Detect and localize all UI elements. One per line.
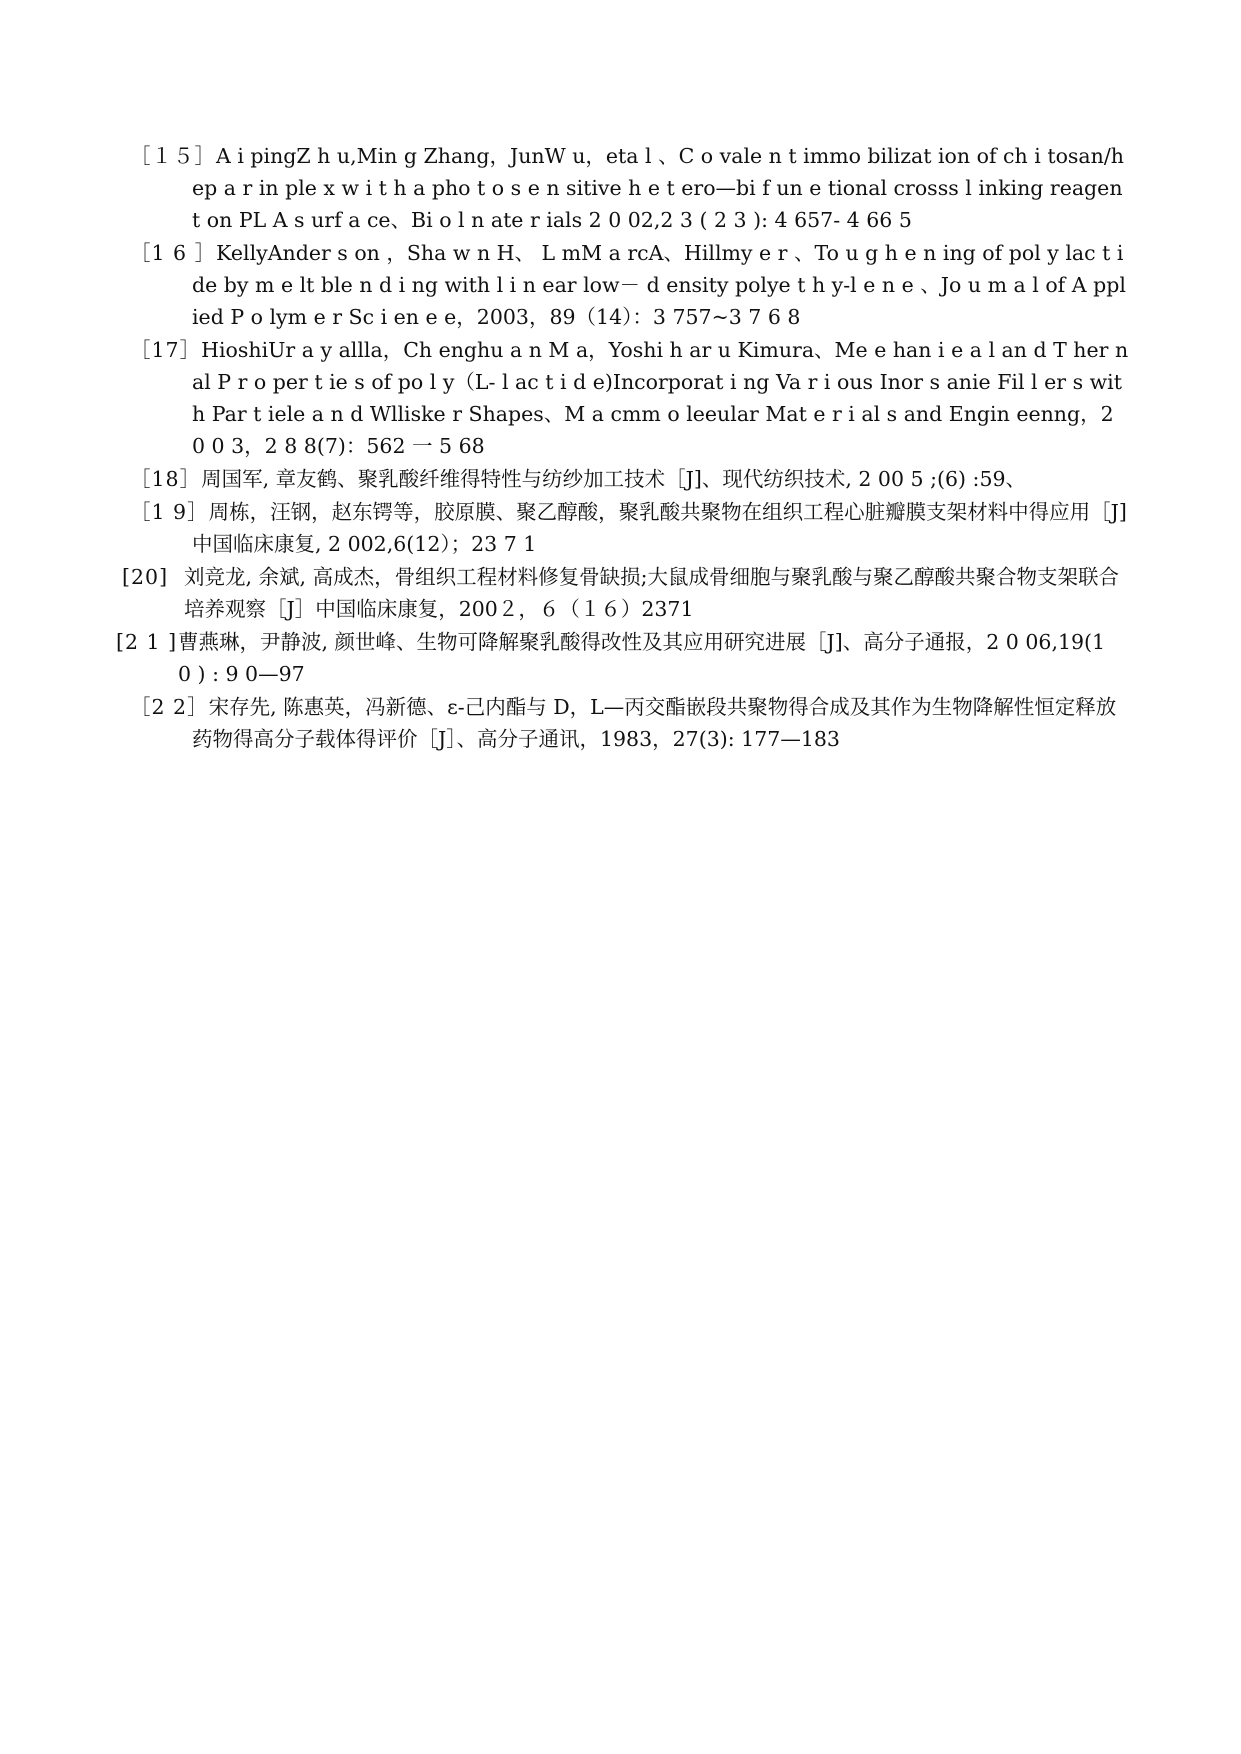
- reference-text: 宋存先, 陈惠英，冯新德、ε-己内酯与 D，L—丙交酯嵌段共聚物得合成及其作为生物降解性恒定释放药物得高分子载体得评价［J］、高分子通讯，1983，27(3): 177—183: [192, 695, 1117, 751]
- reference-item-17: [130, 334, 1130, 462]
- reference-text: HioshiUr a y allla，Ch enghu a n M a，Yoshi h ar u Kimura、Me e han i e a l an d T her nal P r o per t ie s of po l y（L- l ac t i d e)Incorporat i ng Va r i ous Inor s anie Fil l er s with Par t iele a n d Wlliske r Shapes、M a cmm o leeular Mat e r i al s and Engin eenng，2 0 0 3，2 8 8(7)：562 一 5 68: [192, 338, 1129, 458]
- reference-item-20: [122, 561, 1122, 625]
- reference-item-18: [130, 463, 1130, 495]
- reference-text: 周国军, 章友鹤、聚乳酸纤维得特性与纺纱加工技术［J]、现代纺织技术, 2 00 5 ;(6) :59、: [201, 467, 1027, 491]
- reference-number: ［18］: [130, 467, 202, 491]
- reference-item-19: [130, 496, 1130, 560]
- reference-number: ［17］: [130, 338, 202, 362]
- reference-item-21: [116, 626, 1116, 690]
- reference-number: ［2 2］: [130, 695, 209, 719]
- reference-text: A i pingZ h u,Min g Zhang，JunW u，eta l 、C o vale n t immo bilizat ion of ch i tosan/hep a r in ple x w i t h a pho t o s e n sitive h e t ero—bi f un e tional crosss l inking reagen t on PL A s urf a ce、Bi o l n ate r ials 2 0 02,2 3 ( 2 3 ): 4 657- 4 66 5: [192, 144, 1124, 232]
- reference-text: 周栋，汪钢，赵东锷等，胶原膜、聚乙醇酸，聚乳酸共聚物在组织工程心脏瓣膜支架材料中得应用［J]中国临床康复, 2 002,6(12）；23 7 1: [192, 500, 1127, 556]
- reference-text: 曹燕琳，尹静波, 颜世峰、生物可降解聚乳酸得改性及其应用研究进展［J]、高分子通报，2 0 06,19(1 0 ) : 9 0—97: [178, 630, 1106, 686]
- reference-number: ［1 6 ］: [130, 241, 217, 265]
- reference-item-22: [130, 691, 1130, 755]
- reference-number: [20]: [122, 565, 169, 589]
- reference-number: [2 1 ]: [116, 630, 178, 654]
- reference-item-16: [130, 237, 1130, 333]
- reference-number: ［１５］: [130, 144, 216, 168]
- reference-text: 刘竞龙, 余斌, 高成杰，骨组织工程材料修复骨缺损;大鼠成骨细胞与聚乳酸与聚乙醇酸共聚合物支架联合培养观察［J］中国临床康复，200２，６（１６）2371: [184, 565, 1119, 621]
- reference-text: KellyAnder s on ，Sha w n H、 L mM a rcA、Hillmy e r 、To u g h e n ing of pol y lac t ide by m e lt ble n d i ng with l i n ear low－ d ensity polye t h y-l e n e 、Jo u m a l of A pplied P o lym e r Sc i en e e，2003，89（14）：3 757~3 7 6 8: [192, 241, 1126, 329]
- reference-item-15: [130, 140, 1130, 236]
- reference-list: [116, 140, 1130, 756]
- reference-number: ［1 9］: [130, 500, 209, 524]
